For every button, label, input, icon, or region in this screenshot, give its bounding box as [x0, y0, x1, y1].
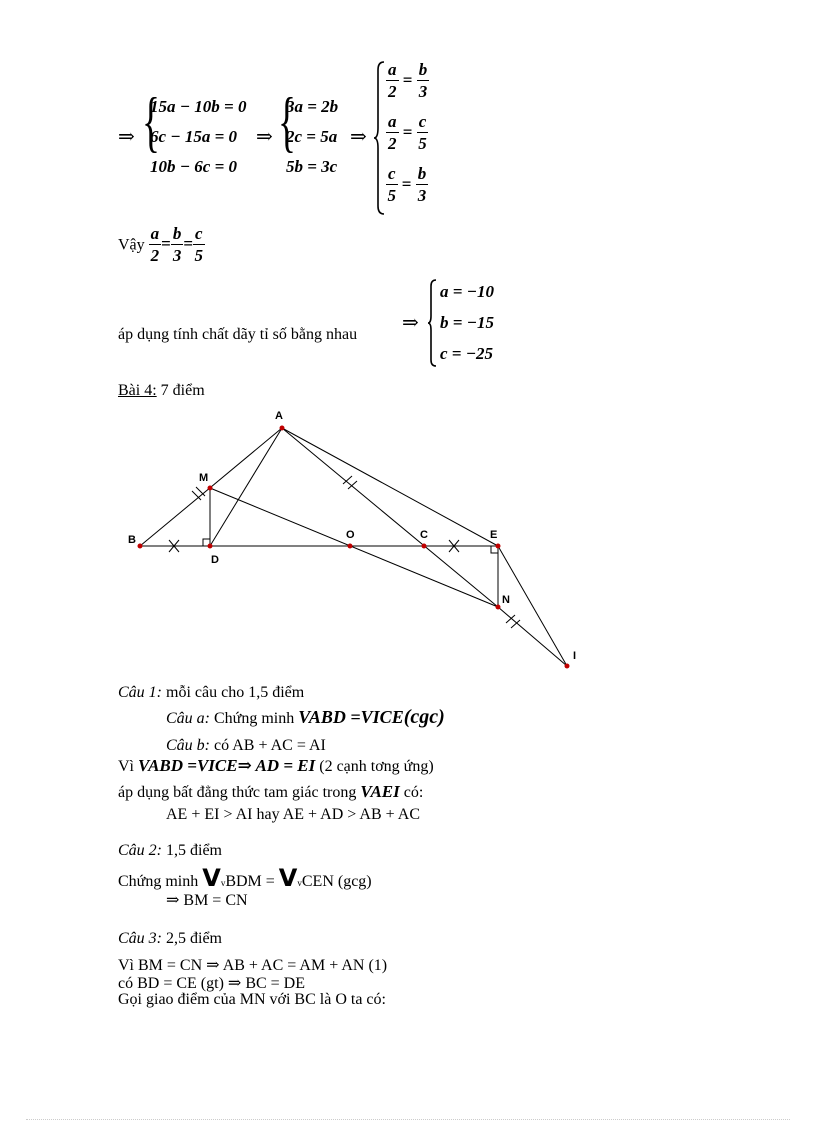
system-2	[286, 92, 338, 182]
implies-arrow-1: ⇒	[118, 126, 135, 148]
tick-NI-1	[506, 615, 515, 623]
label-D: D	[211, 554, 219, 566]
cau3-line-2	[118, 973, 305, 993]
frac-row-1: $\frac{a}{2}$ = $\frac{b}{3}$	[388, 60, 428, 101]
system-2-eq2: 2c = 5a	[286, 127, 338, 146]
tick-BM-2	[196, 487, 205, 496]
point-D	[208, 544, 213, 549]
apdung-text: áp dụng bất đẳng thức tam giác trong	[118, 784, 357, 801]
page-footer-divider	[26, 1119, 790, 1120]
frac-row-2: $\frac{a}{2}$ = $\frac{c}{5}$	[388, 112, 427, 153]
cau2-result-text: BM = CN	[183, 892, 248, 909]
cau1a-paren: (cgc)	[403, 706, 445, 728]
line-NI	[498, 607, 567, 666]
apdung-line	[118, 782, 423, 802]
brace-2: {	[278, 83, 296, 159]
cau2-t1: BDM =	[225, 873, 275, 890]
point-M	[208, 486, 213, 491]
cau3-points: 2,5 điểm	[166, 930, 222, 947]
cau2-arrow: ⇒	[166, 892, 180, 909]
cau2-cm: Chứng minh	[118, 873, 199, 890]
system-3	[386, 60, 429, 216]
result-a: a = −10	[440, 282, 494, 301]
triangle-icon-2: V	[278, 864, 298, 892]
cau1-label: Câu 1:	[118, 684, 162, 701]
implies-arrow-2: ⇒	[256, 126, 273, 148]
system-1-eq1: 15a − 10b = 0	[150, 97, 247, 116]
label-O: O	[346, 529, 355, 541]
label-N: N	[502, 594, 510, 606]
system-1-eq3: 10b − 6c = 0	[150, 157, 238, 176]
point-A	[280, 426, 285, 431]
result-c: c = −25	[440, 344, 494, 363]
brace-1: {	[142, 83, 160, 159]
label-C: C	[420, 529, 428, 541]
label-B: B	[128, 534, 136, 546]
cau2-result	[166, 890, 248, 910]
cau2-line	[118, 842, 222, 860]
system-2-eq1: 3a = 2b	[286, 97, 339, 116]
cau3-line-3: Gọi giao điểm của MN với BC là O ta có:	[118, 991, 386, 1008]
brace-3	[372, 60, 386, 216]
cau2-t2: CEN (gcg)	[301, 873, 372, 890]
label-A: A	[275, 410, 283, 422]
label-I: I	[573, 650, 577, 662]
cau1a-line	[166, 706, 445, 729]
bai4-heading	[118, 382, 205, 400]
cau1-line	[118, 684, 304, 702]
cau3-arrow-2: ⇒	[227, 975, 242, 992]
bai4-label: Bài 4:	[118, 382, 157, 399]
cau1a-label: Câu a:	[166, 710, 210, 727]
vi-line	[118, 756, 434, 776]
vi-label: Vì	[118, 758, 134, 775]
geometry-figure	[0, 400, 816, 680]
vi-math: VABD =VICE⇒ AD = EI	[138, 756, 316, 775]
cau3-l1a: Vì BM = CN	[118, 957, 203, 974]
cau3-arrow-1: ⇒	[206, 957, 220, 974]
cau1a-math: VABD =VICE	[298, 707, 404, 727]
result-b: b = −15	[440, 313, 494, 332]
cau1a-text: Chứng minh	[214, 710, 295, 727]
label-M: M	[199, 472, 209, 484]
cau2-label: Câu 2:	[118, 842, 162, 859]
label-E: E	[490, 529, 498, 541]
point-E	[496, 544, 501, 549]
line-AN	[282, 428, 498, 607]
cau2-proof	[118, 864, 372, 892]
cau3-line-1	[118, 955, 387, 975]
point-O	[348, 544, 353, 549]
brace-4	[426, 278, 438, 368]
point-I	[565, 664, 570, 669]
vi-note: (2 cạnh tơng ứng)	[319, 758, 434, 775]
line-AE	[282, 428, 498, 546]
point-N	[496, 605, 501, 610]
cau2-sub-2: v	[297, 878, 302, 888]
implies-arrow-4: ⇒	[402, 312, 419, 334]
frac-row-3: $\frac{c}{5}$ = $\frac{b}{3}$	[387, 164, 427, 205]
apdung-end: có:	[403, 784, 424, 801]
cau2-sub-1: v	[220, 878, 226, 888]
cau1b-label: Câu b:	[166, 737, 210, 754]
system-2-eq3: 5b = 3c	[286, 157, 338, 176]
bai4-points: 7 điểm	[160, 382, 205, 399]
line-EI	[498, 546, 567, 666]
system-1	[150, 92, 247, 182]
cau3-l2a: có BD = CE (gt)	[118, 975, 224, 992]
cau1b-text: có AB + AC = AI	[214, 737, 326, 754]
system-1-eq2: 6c − 15a = 0	[150, 127, 238, 146]
tick-AC-2	[348, 481, 357, 489]
vay-line: Vậy $\frac{a}{2}$ = $\frac{b}{3}$ = $\frac{c}{5}$	[118, 224, 204, 265]
apply-results	[400, 276, 520, 372]
point-C	[422, 544, 427, 549]
inequality-line: AE + EI > AI hay AE + AD > AB + AC	[166, 806, 421, 823]
cau1-text: mỗi câu cho 1,5 điểm	[166, 684, 305, 701]
cau3-label: Câu 3:	[118, 930, 162, 947]
cau2-points: 1,5 điểm	[166, 842, 222, 859]
implies-arrow-3: ⇒	[350, 126, 367, 148]
point-B	[138, 544, 143, 549]
cau3-l2b: BC = DE	[245, 975, 306, 992]
cau1b-line	[166, 737, 326, 755]
vay-label: Vậy	[118, 236, 145, 254]
cau3-l1b: AB + AC = AM + AN (1)	[222, 957, 388, 974]
system-block	[118, 60, 458, 220]
cau3-line	[118, 930, 222, 948]
apdung-math: VAEI	[360, 782, 400, 801]
line-AD	[210, 428, 282, 546]
apply-text: áp dụng tính chất dãy tỉ số bằng nhau	[118, 326, 358, 343]
triangle-icon-1: V	[202, 864, 221, 892]
